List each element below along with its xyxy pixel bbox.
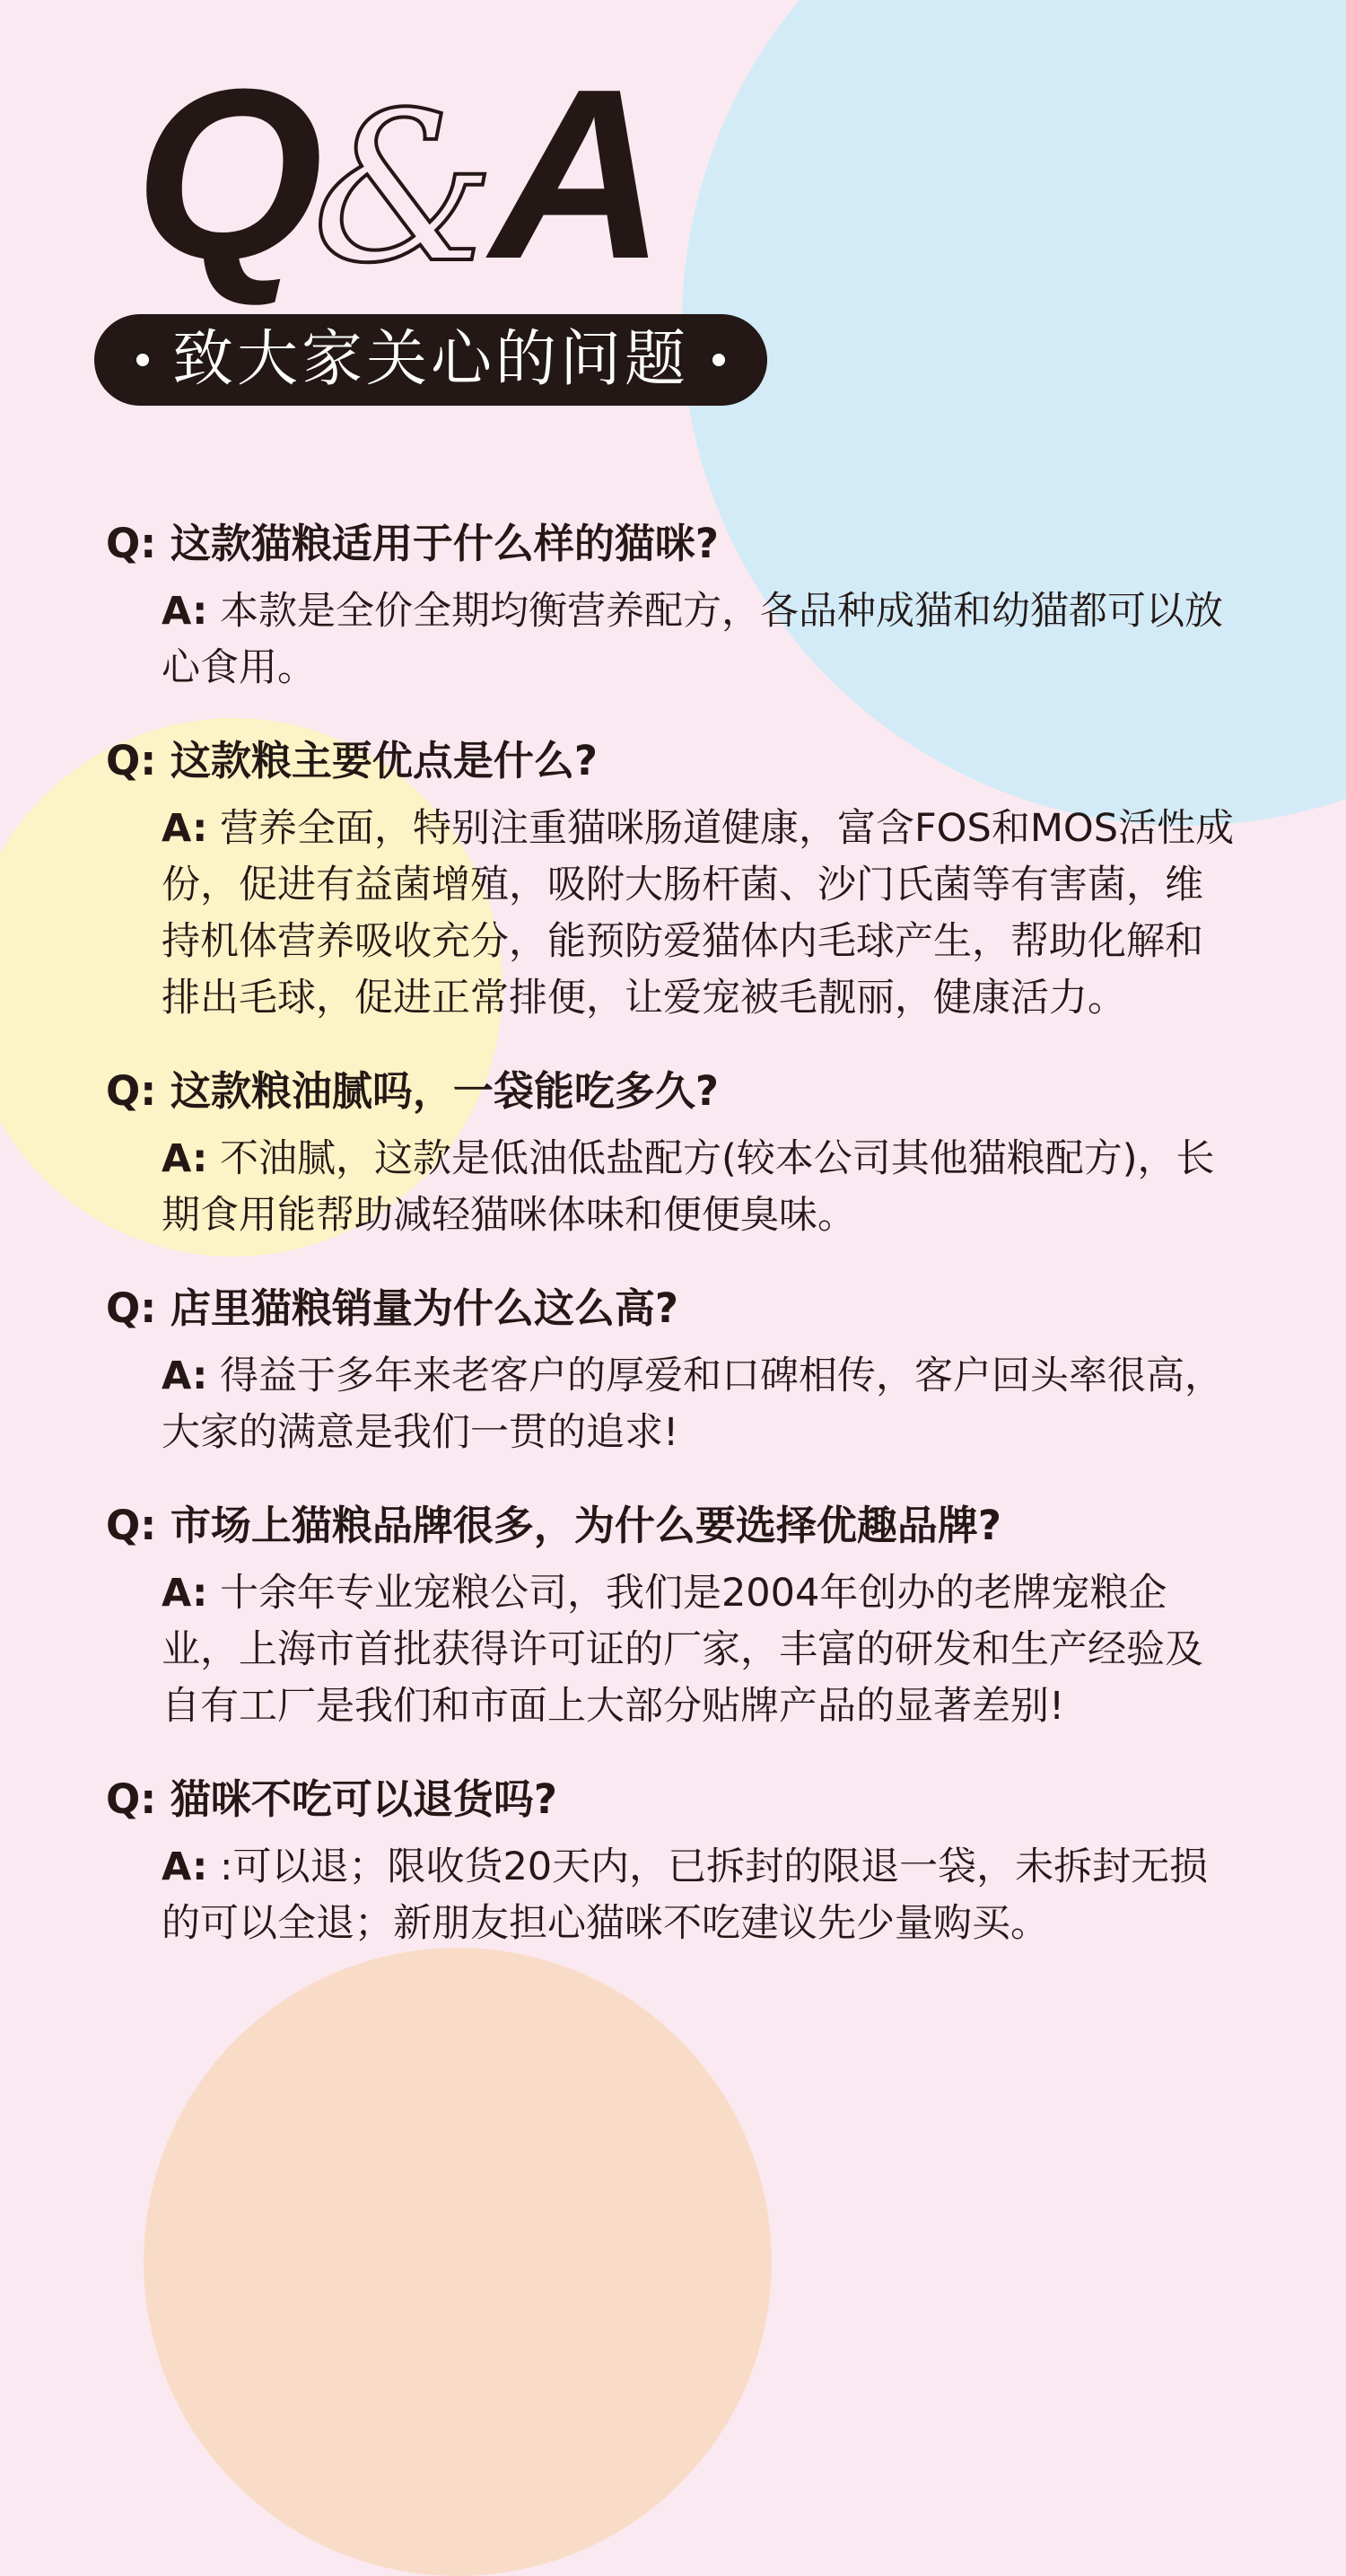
faq-item [106, 1278, 1237, 1461]
question-text: 这款粮油腻吗，一袋能吃多久? [170, 1067, 720, 1115]
faq-item [106, 1769, 1237, 1952]
qa-logo [135, 39, 660, 310]
answer-label: A: [162, 1571, 208, 1616]
faq-answer [162, 583, 1237, 697]
faq-question [106, 1061, 1237, 1122]
question-text: 猫咪不吃可以退货吗? [170, 1775, 558, 1823]
question-label: Q: [106, 1775, 157, 1823]
faq-question [106, 513, 1237, 574]
answer-label: A: [162, 1136, 208, 1181]
faq-question [106, 1769, 1237, 1830]
faq-answer [162, 801, 1237, 1027]
faq-question [106, 731, 1237, 792]
faq-list [106, 513, 1237, 1986]
faq-item [106, 513, 1237, 697]
subtitle-banner [94, 314, 767, 406]
answer-label: A: [162, 589, 208, 634]
decorative-peach-circle [144, 1948, 772, 2576]
answer-label: A: [162, 1354, 208, 1398]
question-label: Q: [106, 737, 157, 784]
answer-text: 得益于多年来老客户的厚爱和口碑相传，客户回头率很高，大家的满意是我们一贯的追求! [162, 1354, 1223, 1455]
faq-item [106, 1061, 1237, 1244]
faq-answer [162, 1839, 1237, 1952]
answer-text: :可以退；限收货20天内，已拆封的限退一袋，未拆封无损的可以全退；新朋友担心猫咪不吃建议先少量购买。 [162, 1844, 1209, 1946]
bullet-dot-right [712, 354, 725, 366]
question-label: Q: [106, 1284, 157, 1332]
faq-item [106, 1495, 1237, 1735]
question-text: 店里猫粮销量为什么这么高? [170, 1284, 679, 1332]
faq-answer [162, 1348, 1237, 1461]
faq-question [106, 1495, 1237, 1556]
logo-q: Q [135, 39, 319, 310]
answer-text: 十余年专业宠粮公司，我们是2004年创办的老牌宠粮企业，上海市首批获得许可证的厂家，丰富的研发和生产经验及自有工厂是我们和市面上大部分贴牌产品的显著差别! [162, 1571, 1203, 1729]
question-text: 这款粮主要优点是什么? [170, 737, 599, 784]
answer-label: A: [162, 1844, 208, 1889]
faq-item [106, 731, 1237, 1027]
logo-a: A [490, 39, 660, 310]
answer-text: 不油腻，这款是低油低盐配方(较本公司其他猫粮配方)，长期食用能帮助减轻猫咪体味和便便臭味。 [162, 1136, 1215, 1238]
question-text: 市场上猫粮品牌很多，为什么要选择优趣品牌? [170, 1502, 1002, 1549]
faq-answer [162, 1131, 1237, 1244]
bullet-dot-left [136, 354, 149, 366]
faq-answer [162, 1565, 1237, 1735]
answer-text: 营养全面，特别注重猫咪肠道健康，富含FOS和MOS活性成份，促进有益菌增殖，吸附大肠杆菌、沙门氏菌等有害菌，维持机体营养吸收充分，能预防爱猫体内毛球产生，帮助化解和排出毛球，促进正常排便，让爱宠被毛靓丽，健康活力。 [162, 806, 1235, 1021]
logo-ampersand: & [312, 69, 496, 309]
question-label: Q: [106, 1502, 157, 1549]
faq-question [106, 1278, 1237, 1339]
question-label: Q: [106, 1067, 157, 1115]
answer-text: 本款是全价全期均衡营养配方，各品种成猫和幼猫都可以放心食用。 [162, 589, 1223, 690]
question-text: 这款猫粮适用于什么样的猫咪? [170, 520, 720, 567]
question-label: Q: [106, 520, 157, 567]
subtitle-text: 致大家关心的问题 [171, 324, 689, 395]
answer-label: A: [162, 806, 208, 851]
